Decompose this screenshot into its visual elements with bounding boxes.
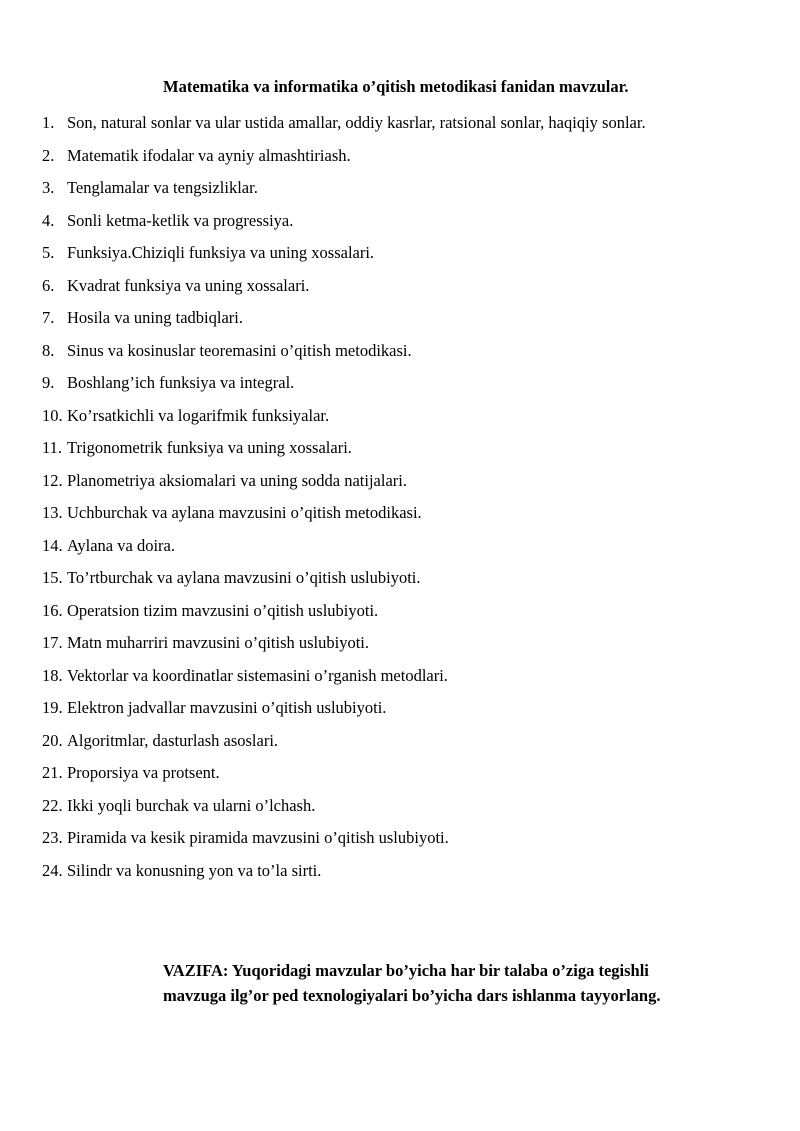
topic-number: 21. bbox=[42, 763, 63, 782]
topic-item bbox=[42, 144, 646, 177]
topic-text: Hosila va uning tadbiqlari. bbox=[67, 308, 243, 327]
topic-number: 13. bbox=[42, 503, 63, 522]
topic-item bbox=[42, 566, 646, 599]
topic-text: Proporsiya va protsent. bbox=[67, 763, 220, 782]
topic-number: 16. bbox=[42, 600, 63, 620]
topic-text: Elektron jadvallar mavzusini o’qitish uslubiyoti. bbox=[67, 698, 387, 717]
topic-number: 19. bbox=[42, 698, 63, 717]
topic-item bbox=[42, 534, 646, 567]
topic-number: 6. bbox=[42, 275, 55, 295]
topic-item bbox=[42, 469, 646, 502]
topic-text: Sonli ketma-ketlik va progressiya. bbox=[67, 210, 294, 230]
topic-number: 10. bbox=[42, 405, 63, 425]
topic-number: 20. bbox=[42, 730, 63, 750]
topic-item bbox=[42, 794, 646, 827]
document-title: Matematika va informatika o’qitish metodikasi fanidan mavzular. bbox=[163, 77, 629, 96]
topic-number: 2. bbox=[42, 145, 55, 165]
topic-number: 1. bbox=[42, 113, 55, 132]
topic-number: 3. bbox=[42, 178, 55, 197]
topic-number: 4. bbox=[42, 210, 55, 230]
topic-text: Matematik ifodalar va ayniy almashtiriash. bbox=[67, 145, 351, 165]
topic-list bbox=[42, 111, 646, 891]
topic-text: Funksiya.Chiziqli funksiya va uning xossalari. bbox=[67, 243, 375, 262]
topic-item bbox=[42, 241, 646, 274]
topic-number: 24. bbox=[42, 860, 63, 880]
topic-text: Uchburchak va aylana mavzusini o’qitish metodikasi. bbox=[67, 503, 422, 522]
topic-text: Matn muharriri mavzusini o’qitish uslubiyoti. bbox=[67, 633, 370, 652]
task-line-1: VAZIFA: Yuqoridagi mavzular bo’yicha har bir talaba o’ziga tegishli bbox=[163, 961, 649, 980]
topic-number: 9. bbox=[42, 373, 55, 392]
topic-text: Silindr va konusning yon va to’la sirti. bbox=[67, 860, 322, 880]
topic-item bbox=[42, 371, 646, 404]
topic-text: Planometriya aksiomalari va uning sodda natijalari. bbox=[67, 470, 407, 490]
topic-item bbox=[42, 436, 646, 469]
topic-item bbox=[42, 761, 646, 794]
topic-text: Son, natural sonlar va ular ustida amallar, oddiy kasrlar, ratsional sonlar, haqiqiy sonlar. bbox=[67, 113, 646, 132]
topic-text: Aylana va doira. bbox=[67, 535, 175, 555]
topic-item bbox=[42, 111, 646, 144]
task-line-2: mavzuga ilg’or ped texnologiyalari bo’yicha dars ishlanma tayyorlang. bbox=[163, 986, 661, 1005]
topic-number: 14. bbox=[42, 535, 63, 555]
topic-number: 12. bbox=[42, 470, 63, 490]
topic-number: 23. bbox=[42, 828, 63, 847]
topic-text: Piramida va kesik piramida mavzusini o’qitish uslubiyoti. bbox=[67, 828, 449, 847]
topic-text: Kvadrat funksiya va uning xossalari. bbox=[67, 275, 310, 295]
topic-number: 8. bbox=[42, 340, 55, 360]
topic-item bbox=[42, 729, 646, 762]
topic-item bbox=[42, 826, 646, 859]
topic-item bbox=[42, 176, 646, 209]
topic-item bbox=[42, 306, 646, 339]
topic-item bbox=[42, 501, 646, 534]
topic-text: Ikki yoqli burchak va ularni o’lchash. bbox=[67, 795, 316, 815]
topic-item bbox=[42, 859, 646, 892]
task-block bbox=[163, 958, 783, 1008]
topic-item bbox=[42, 631, 646, 664]
topic-number: 17. bbox=[42, 633, 63, 652]
topic-item bbox=[42, 404, 646, 437]
topic-text: Tenglamalar va tengsizliklar. bbox=[67, 178, 258, 197]
topic-text: Boshlang’ich funksiya va integral. bbox=[67, 373, 295, 392]
topic-text: Algoritmlar, dasturlash asoslari. bbox=[67, 730, 279, 750]
topic-item bbox=[42, 274, 646, 307]
topic-number: 5. bbox=[42, 243, 55, 262]
topic-text: Ko’rsatkichli va logarifmik funksiyalar. bbox=[67, 405, 330, 425]
topic-text: Operatsion tizim mavzusini o’qitish uslubiyoti. bbox=[67, 600, 379, 620]
topic-item bbox=[42, 664, 646, 697]
topic-number: 15. bbox=[42, 568, 63, 587]
topic-item bbox=[42, 209, 646, 242]
topic-number: 7. bbox=[42, 308, 55, 327]
topic-text: To’rtburchak va aylana mavzusini o’qitish uslubiyoti. bbox=[67, 568, 421, 587]
topic-number: 18. bbox=[42, 665, 63, 685]
topic-text: Sinus va kosinuslar teoremasini o’qitish metodikasi. bbox=[67, 340, 412, 360]
topic-item bbox=[42, 696, 646, 729]
topic-item bbox=[42, 599, 646, 632]
topic-number: 22. bbox=[42, 795, 63, 815]
topic-text: Trigonometrik funksiya va uning xossalari. bbox=[67, 438, 352, 457]
topic-item bbox=[42, 339, 646, 372]
topic-text: Vektorlar va koordinatlar sistemasini o’rganish metodlari. bbox=[67, 665, 448, 685]
topic-number: 11. bbox=[42, 438, 63, 457]
